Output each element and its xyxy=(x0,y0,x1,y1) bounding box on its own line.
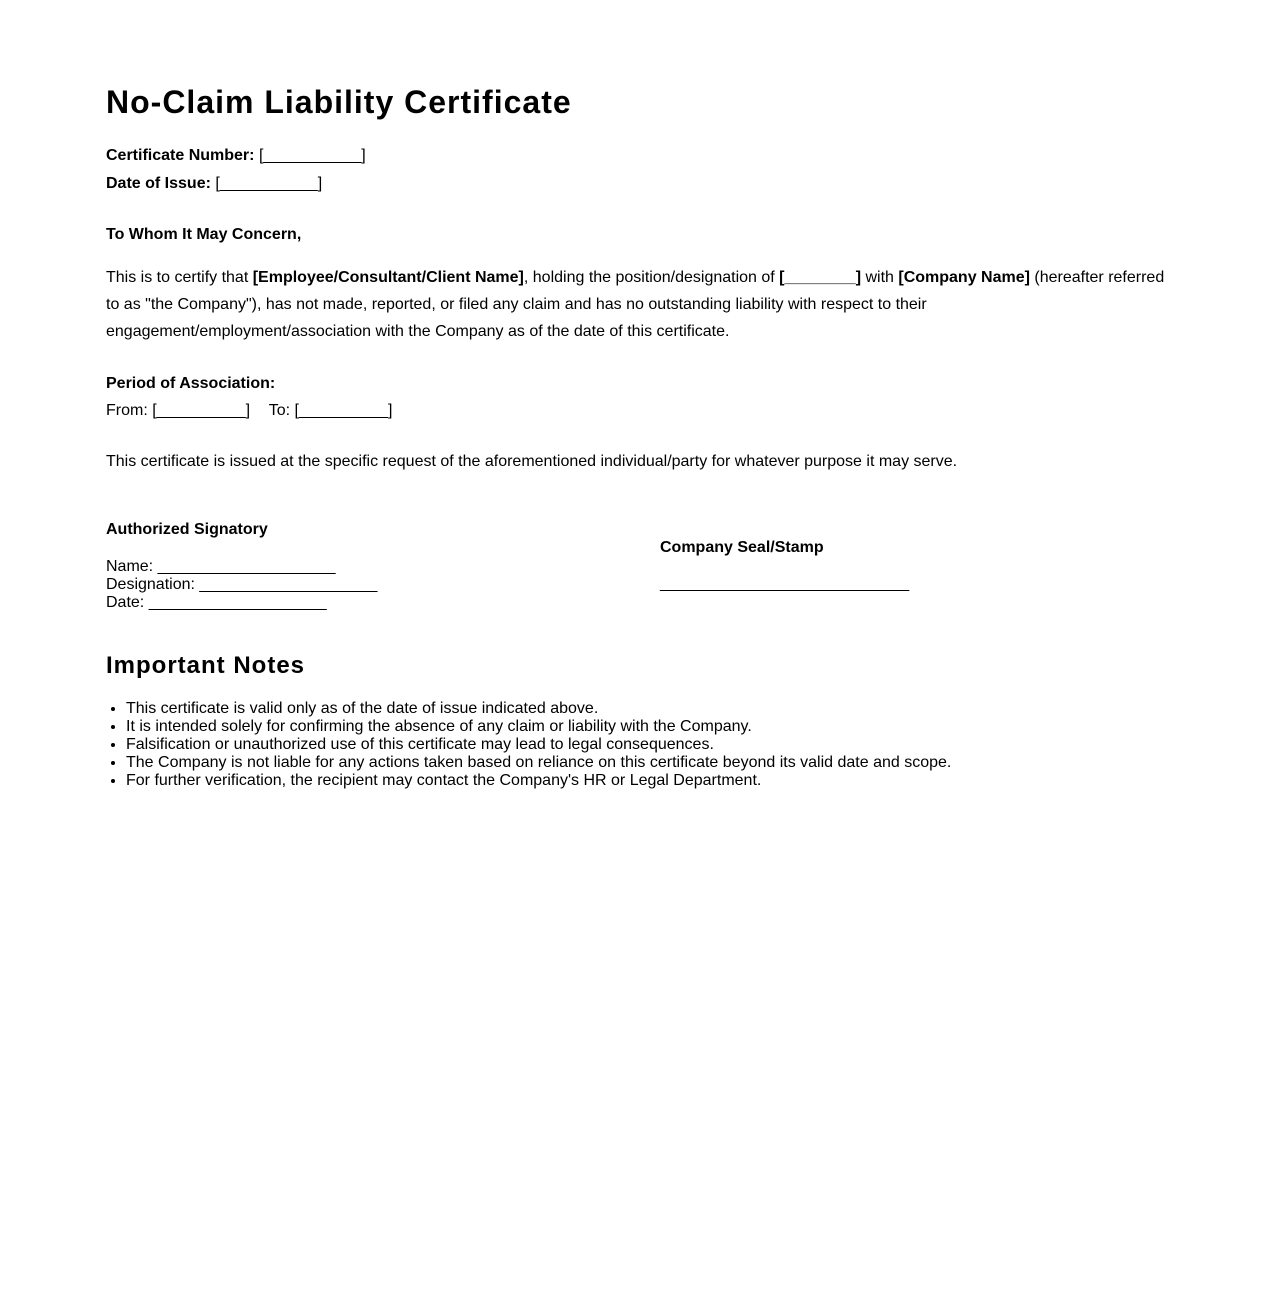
notes-list xyxy=(106,700,951,790)
seal-heading: Company Seal/Stamp xyxy=(660,539,824,556)
signatory-heading: Authorized Signatory xyxy=(106,521,268,538)
authorized-signatory-block xyxy=(106,521,506,612)
company-placeholder: [Company Name] xyxy=(898,269,1030,286)
period-row xyxy=(106,401,392,421)
period-to-field: [__________] xyxy=(294,402,393,419)
issued-statement: This certificate is issued at the specific request of the aforementioned individual/party for whatever purpose it may serve. xyxy=(106,453,958,470)
note-item: • It is intended solely for confirming the absence of any claim or liability with the Company. xyxy=(126,718,951,736)
signatory-designation-label: Designation: xyxy=(106,576,195,593)
note-item: • Falsification or unauthorized use of this certificate may lead to legal consequences. xyxy=(126,736,951,754)
signatory-designation-line: ____________________ xyxy=(199,576,378,593)
note-item: • The Company is not liable for any actions taken based on reliance on this certificate beyond its valid date and scope. xyxy=(126,754,951,772)
certificate-number-row xyxy=(106,146,366,166)
period-from-label: From: xyxy=(106,402,148,419)
signatory-date-line: ____________________ xyxy=(148,594,327,611)
signatory-name-row xyxy=(106,558,506,576)
notes-heading: Important Notes xyxy=(106,652,306,679)
period-heading: Period of Association: xyxy=(106,375,276,392)
period-from-field: [__________] xyxy=(152,402,251,419)
period-to-label: To: xyxy=(268,402,291,419)
note-item: • This certificate is valid only as of the date of issue indicated above. xyxy=(126,700,951,718)
date-of-issue-row xyxy=(106,174,322,194)
signatory-name-label: Name: xyxy=(106,558,154,575)
page-title: No-Claim Liability Certificate xyxy=(106,84,572,120)
certificate-number-label: Certificate Number: xyxy=(106,147,255,164)
date-of-issue-field: [___________] xyxy=(215,175,323,192)
name-placeholder: [Employee/Consultant/Client Name] xyxy=(252,269,524,286)
certificate-number-field: [___________] xyxy=(258,147,366,164)
certification-paragraph xyxy=(106,264,1174,345)
signatory-date-label: Date: xyxy=(106,594,145,611)
note-item: • For further verification, the recipient may contact the Company's HR or Legal Department. xyxy=(126,772,951,790)
designation-placeholder: [________] xyxy=(779,269,862,286)
date-of-issue-label: Date of Issue: xyxy=(106,175,211,192)
company-seal-block xyxy=(660,539,960,593)
body-part-3: with xyxy=(861,269,899,286)
signatory-designation-row xyxy=(106,576,506,594)
signatory-name-line: ____________________ xyxy=(157,558,336,575)
body-part-2: , holding the position/designation of xyxy=(523,269,780,286)
body-part-4: (hereafter referred to as "the Company"), has not made, reported, or filed any claim and has no outstanding liability with respect to their engagement/employment/association with the Company as of the date of this certificate. xyxy=(106,269,1165,340)
body-part-1: This is to certify that xyxy=(106,269,253,286)
seal-line: ____________________________ xyxy=(660,575,910,592)
salutation: To Whom It May Concern, xyxy=(106,226,302,243)
signatory-date-row xyxy=(106,594,506,612)
